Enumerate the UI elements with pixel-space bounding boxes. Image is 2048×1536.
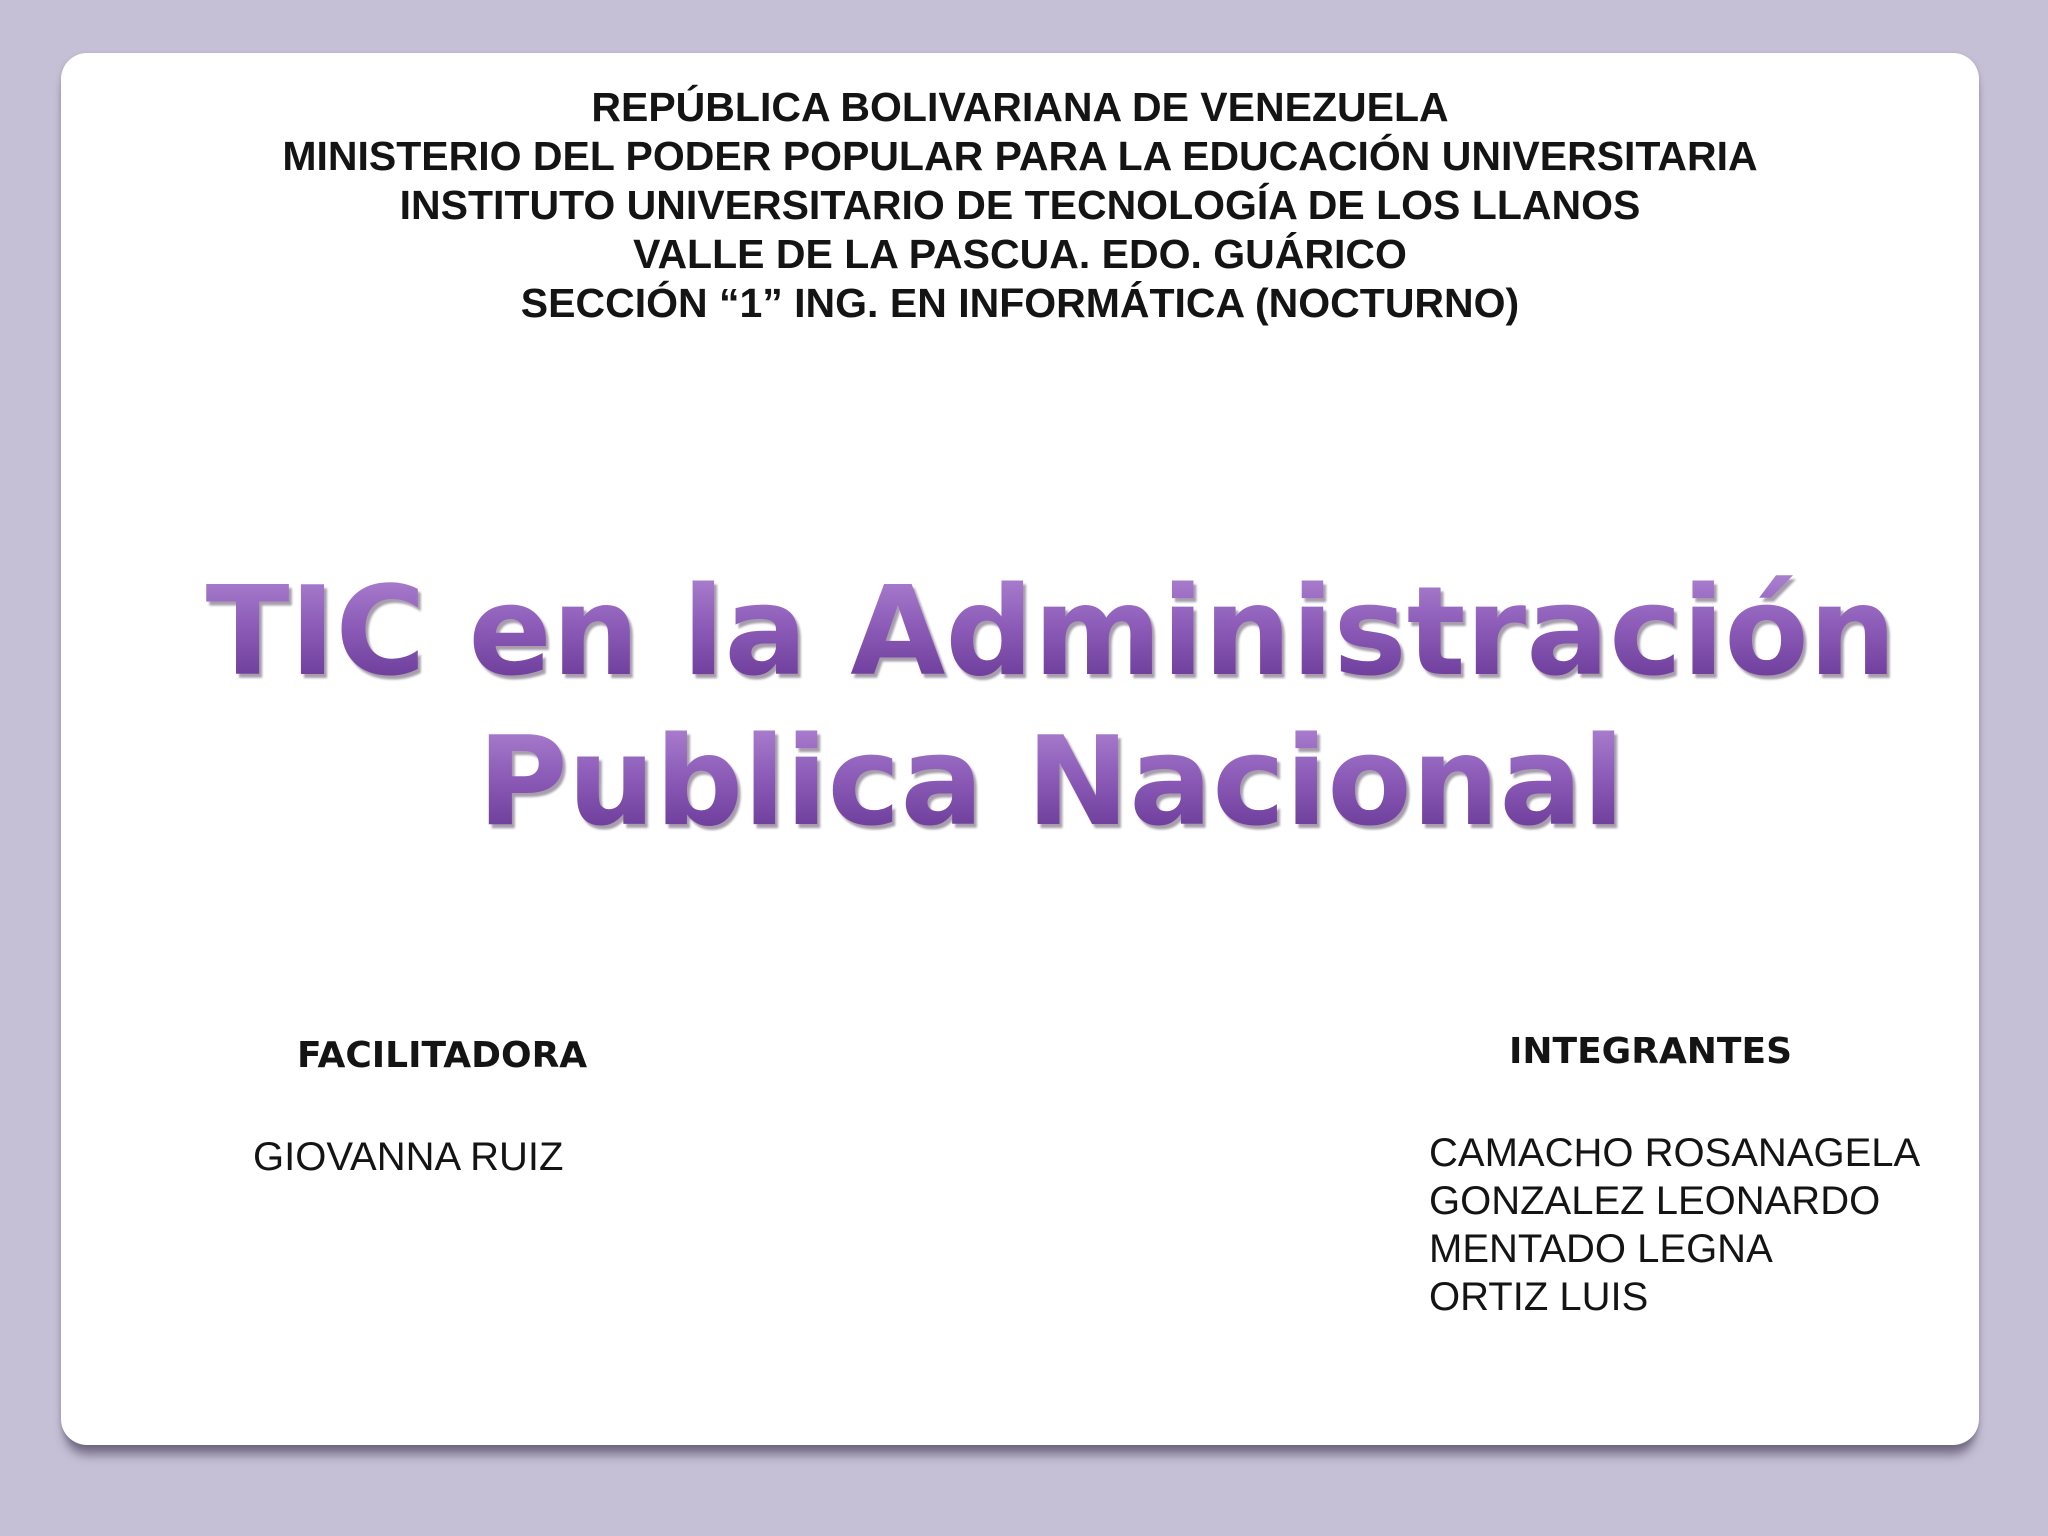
header-line-institute: INSTITUTO UNIVERSITARIO DE TECNOLOGÍA DE LOS LLANOS bbox=[399, 182, 1641, 228]
integrante-name: GONZALEZ LEONARDO bbox=[1429, 1179, 1881, 1223]
integrantes-label: INTEGRANTES bbox=[1509, 1031, 1793, 1072]
title-line-1: TIC en la Administración bbox=[121, 558, 1981, 708]
integrante-name: ORTIZ LUIS bbox=[1429, 1275, 1649, 1319]
integrante-name: MENTADO LEGNA bbox=[1429, 1227, 1773, 1271]
slide-card bbox=[61, 53, 1979, 1445]
header-line-location: VALLE DE LA PASCUA. EDO. GUÁRICO bbox=[633, 231, 1407, 277]
facilitadora-label: FACILITADORA bbox=[297, 1035, 588, 1076]
integrante-name: CAMACHO ROSANAGELA bbox=[1429, 1131, 1921, 1175]
header-line-section: SECCIÓN “1” ING. EN INFORMÁTICA (NOCTURNO) bbox=[520, 280, 1520, 326]
facilitadora-names bbox=[253, 1133, 563, 1181]
header-line-republic: REPÚBLICA BOLIVARIANA DE VENEZUELA bbox=[591, 84, 1449, 130]
institution-header bbox=[61, 83, 1979, 328]
header-line-ministry: MINISTERIO DEL PODER POPULAR PARA LA EDUCACIÓN UNIVERSITARIA bbox=[282, 133, 1758, 179]
integrantes-names bbox=[1429, 1129, 1920, 1321]
title-line-2: Publica Nacional bbox=[121, 708, 1981, 858]
slide-title bbox=[121, 558, 1981, 858]
facilitadora-name: GIOVANNA RUIZ bbox=[253, 1135, 564, 1179]
